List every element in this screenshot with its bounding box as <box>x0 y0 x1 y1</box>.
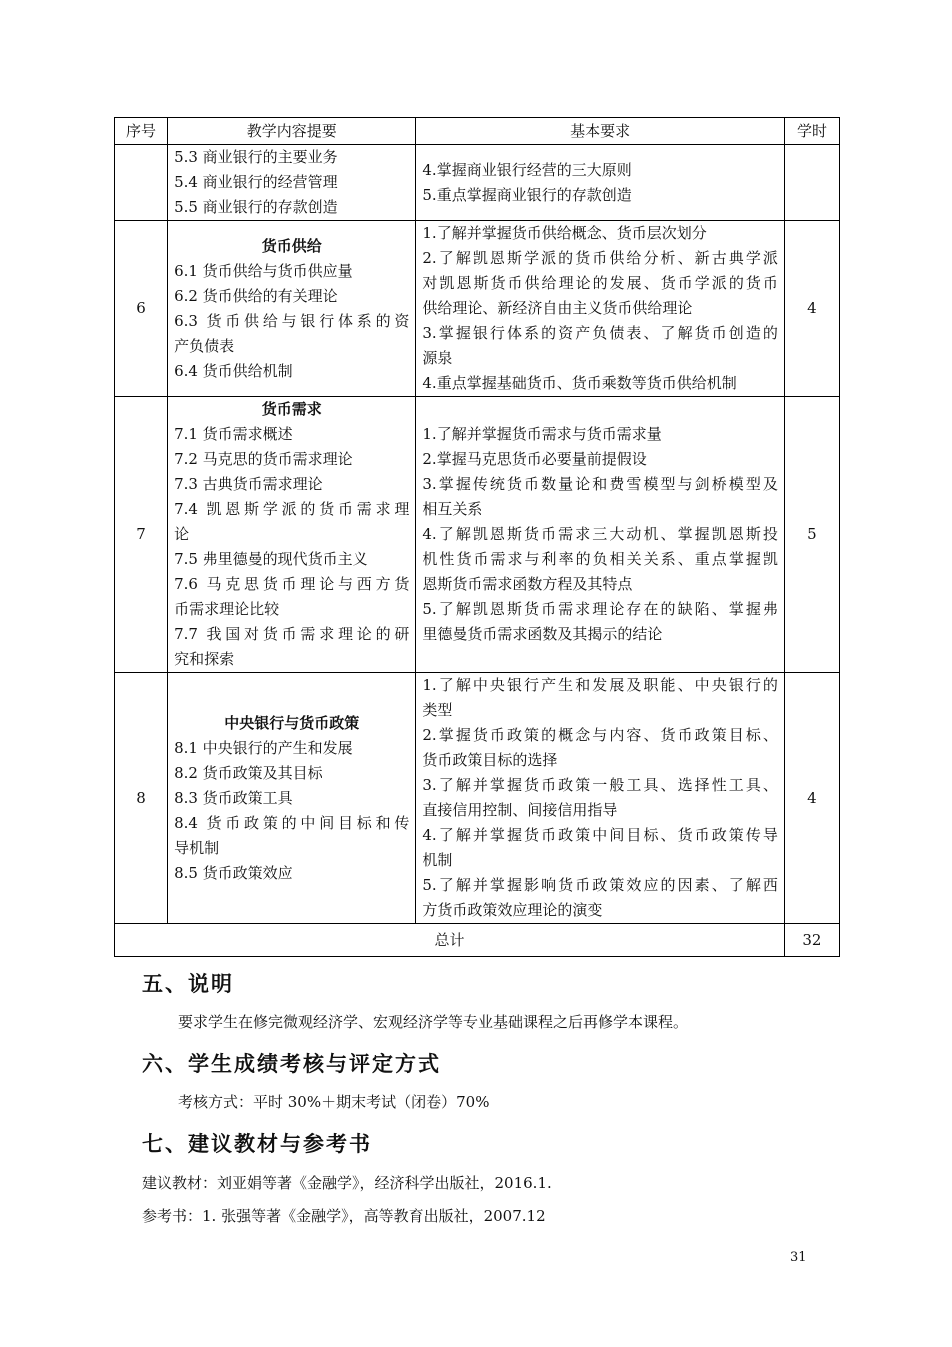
section6-heading: 六、学生成绩考核与评定方式 <box>142 1052 441 1076</box>
chapter-title: 货币供给 <box>261 236 322 255</box>
requirement-item: 5.了解凯恩斯货币需求理论存在的缺陷、掌握弗 <box>422 600 778 618</box>
row-hours: 5 <box>784 397 839 673</box>
total-label: 总计 <box>115 924 785 957</box>
content-item: 7.4 凯恩斯学派的货币需求理 <box>174 500 410 518</box>
content-item: 7.5 弗里德曼的现代货币主义 <box>174 550 368 568</box>
content-item: 6.2 货币供给的有关理论 <box>174 286 338 305</box>
page-number: 31 <box>790 1250 807 1265</box>
textbook-line: 建议教材：刘亚娟等著《金融学》，经济科学出版社，2016.1. <box>142 1174 552 1192</box>
requirement-item: 1.了解并掌握货币供给概念、货币层次划分 <box>422 224 707 242</box>
requirement-item: 机制 <box>422 851 453 869</box>
content-cell <box>168 221 416 397</box>
content-cell <box>168 145 416 221</box>
content-item: 8.2 货币政策及其目标 <box>174 763 323 782</box>
requirement-item: 4.重点掌握基础货币、货币乘数等货币供给机制 <box>422 374 737 392</box>
requirement-item: 1.了解中央银行产生和发展及职能、中央银行的 <box>422 676 778 694</box>
requirement-item: 恩斯货币需求函数方程及其特点 <box>422 575 633 593</box>
requirements-cell <box>416 145 785 221</box>
requirement-item: 5.了解并掌握影响货币政策效应的因素、了解西 <box>422 876 778 894</box>
requirement-item: 方货币政策效应理论的演变 <box>422 901 603 919</box>
content-item: 产负债表 <box>174 336 235 355</box>
course-schedule-table <box>114 117 840 957</box>
row-number <box>115 145 168 221</box>
requirements-cell <box>416 673 785 924</box>
requirement-item: 3.了解并掌握货币政策一般工具、选择性工具、 <box>422 776 778 794</box>
table-row <box>115 397 840 673</box>
section6-text: 考核方式：平时 30%＋期末考试（闭卷）70% <box>178 1093 490 1111</box>
content-item: 7.3 古典货币需求理论 <box>174 475 323 493</box>
header-num: 序号 <box>115 118 168 145</box>
header-content: 教学内容提要 <box>168 118 416 145</box>
reference-line: 参考书：1. 张强等著《金融学》，高等教育出版社，2007.12 <box>142 1207 546 1225</box>
table-row <box>115 145 840 221</box>
row-hours: 4 <box>784 673 839 924</box>
row-number: 6 <box>115 221 168 397</box>
header-requirements: 基本要求 <box>416 118 785 145</box>
table-header-row <box>115 118 840 145</box>
content-item: 8.5 货币政策效应 <box>174 863 293 882</box>
content-cell <box>168 673 416 924</box>
content-item: 5.4 商业银行的经营管理 <box>174 173 338 191</box>
content-item: 币需求理论比较 <box>174 600 280 618</box>
requirement-item: 供给理论、新经济自由主义货币供给理论 <box>422 299 693 317</box>
content-item: 8.3 货币政策工具 <box>174 788 293 807</box>
requirement-item: 2.了解凯恩斯学派的货币供给分析、新古典学派 <box>422 249 778 267</box>
requirement-item: 1.了解并掌握货币需求与货币需求量 <box>422 425 662 443</box>
chapter-title: 货币需求 <box>261 400 322 418</box>
requirement-item: 5.重点掌握商业银行的存款创造 <box>422 185 632 204</box>
content-item: 6.1 货币供给与货币供应量 <box>174 261 353 280</box>
requirement-item: 3.掌握银行体系的资产负债表、了解货币创造的 <box>422 324 778 342</box>
content-item: 5.3 商业银行的主要业务 <box>174 148 338 166</box>
content-item: 7.6 马克思货币理论与西方货 <box>174 575 410 593</box>
requirement-item: 2.掌握马克思货币必要量前提假设 <box>422 450 647 468</box>
content-item: 导机制 <box>174 838 220 857</box>
requirement-item: 货币政策目标的选择 <box>422 751 558 769</box>
requirement-item: 相互关系 <box>422 500 483 518</box>
requirement-item: 类型 <box>422 701 453 719</box>
content-item: 7.1 货币需求概述 <box>174 425 293 443</box>
content-item: 7.2 马克思的货币需求理论 <box>174 450 353 468</box>
requirement-item: 4.了解凯恩斯货币需求三大动机、掌握凯恩斯投 <box>422 525 778 543</box>
table-row <box>115 673 840 924</box>
row-number: 8 <box>115 673 168 924</box>
row-hours <box>784 145 839 221</box>
content-item: 论 <box>174 525 190 543</box>
requirement-item: 直接信用控制、间接信用指导 <box>422 801 618 819</box>
requirement-item: 3.掌握传统货币数量论和费雪模型与剑桥模型及 <box>422 475 778 493</box>
content-item: 6.3 货币供给与银行体系的资 <box>174 311 410 330</box>
requirement-item: 4.了解并掌握货币政策中间目标、货币政策传导 <box>422 826 778 844</box>
requirements-cell <box>416 397 785 673</box>
requirement-item: 里德曼货币需求函数及其揭示的结论 <box>422 625 663 643</box>
requirement-item: 对凯恩斯货币供给理论的发展、货币学派的货币 <box>422 274 778 292</box>
section5-heading: 五、说明 <box>142 972 234 996</box>
content-item: 8.1 中央银行的产生和发展 <box>174 738 353 757</box>
requirement-item: 4.掌握商业银行经营的三大原则 <box>422 160 632 179</box>
requirement-item: 机性货币需求与利率的负相关关系、重点掌握凯 <box>422 550 778 568</box>
requirement-item: 源泉 <box>422 349 453 367</box>
row-hours: 4 <box>784 221 839 397</box>
requirements-cell <box>416 221 785 397</box>
row-number: 7 <box>115 397 168 673</box>
total-row <box>115 924 840 957</box>
section7-heading: 七、建议教材与参考书 <box>142 1132 372 1156</box>
content-item: 8.4 货币政策的中间目标和传 <box>174 813 410 832</box>
header-hours: 学时 <box>784 118 839 145</box>
content-cell <box>168 397 416 673</box>
table-row <box>115 221 840 397</box>
requirement-item: 2.掌握货币政策的概念与内容、货币政策目标、 <box>422 726 778 744</box>
content-item: 究和探索 <box>174 650 235 668</box>
content-item: 6.4 货币供给机制 <box>174 361 293 380</box>
content-item: 5.5 商业银行的存款创造 <box>174 198 338 216</box>
total-hours: 32 <box>784 924 839 957</box>
content-item: 7.7 我国对货币需求理论的研 <box>174 625 410 643</box>
section5-text: 要求学生在修完微观经济学、宏观经济学等专业基础课程之后再修学本课程。 <box>178 1013 689 1031</box>
chapter-title: 中央银行与货币政策 <box>224 713 360 732</box>
